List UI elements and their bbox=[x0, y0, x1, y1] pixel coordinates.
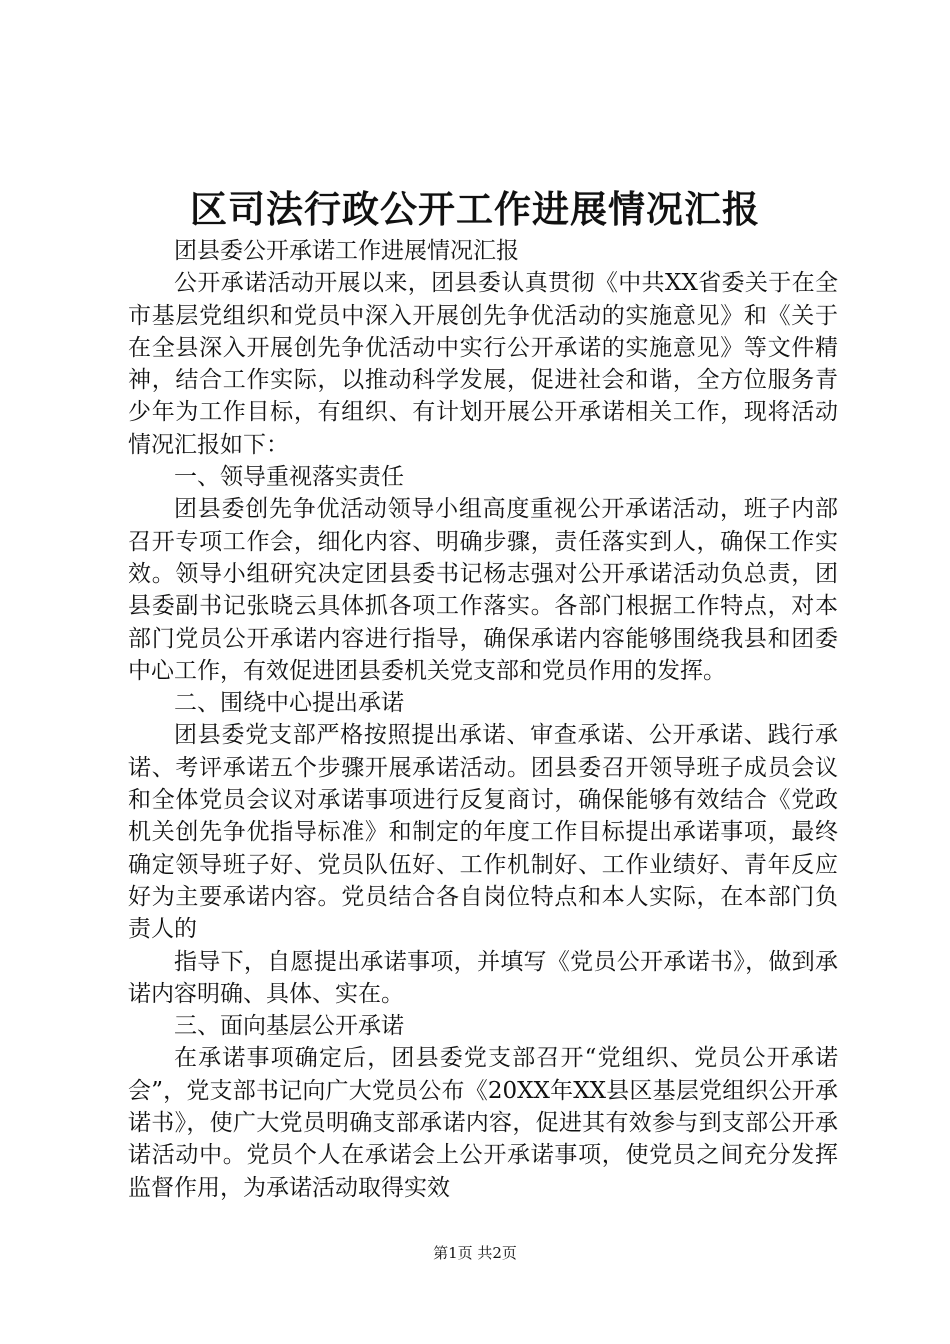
paragraph-intro: 公开承诺活动开展以来，团县委认真贯彻《中共XX省委关于在全市基层党组织和党员中深入开展创先争优活动的实施意见》和《关于在全县深入开展创先争优活动中实行公开承诺的实施意见》等文件精神，结合工作实际，以推动科学发展，促进社会和谐，全方位服务青少年为工作目标，有组织、有计划开展公开承诺相关工作，现将活动情况汇报如下： bbox=[128, 270, 838, 458]
section-heading-2: 二、围绕中心提出承诺 bbox=[174, 690, 404, 717]
paragraph-section-2-continued: 指导下，自愿提出承诺事项，并填写《党员公开承诺书》，做到承诺内容明确、具体、实在。 bbox=[128, 948, 838, 1007]
document-title: 区司法行政公开工作进展情况汇报 bbox=[190, 187, 760, 231]
page-number-footer: 第1页 共2页 bbox=[433, 1244, 517, 1262]
section-heading-1: 一、领导重视落实责任 bbox=[174, 464, 404, 491]
paragraph-section-3: 在承诺事项确定后，团县委党支部召开“党组织、党员公开承诺会”，党支部书记向广大党员公布《20XX年XX县区基层党组织公开承诺书》，使广大党员明确支部承诺内容，促进其有效参与到支部公开承诺活动中。党员个人在承诺会上公开承诺事项，使党员之间充分发挥监督作用，为承诺活动取得实效 bbox=[128, 1045, 838, 1201]
paragraph-section-1: 团县委创先争优活动领导小组高度重视公开承诺活动，班子内部召开专项工作会，细化内容、明确步骤，责任落实到人，确保工作实效。领导小组研究决定团县委书记杨志强对公开承诺活动负总责，团县委副书记张晓云具体抓各项工作落实。各部门根据工作特点，对本部门党员公开承诺内容进行指导，确保承诺内容能够围绕我县和团委中心工作，有效促进团县委机关党支部和党员作用的发挥。 bbox=[128, 496, 838, 684]
paragraph-section-2: 团县委党支部严格按照提出承诺、审查承诺、公开承诺、践行承诺、考评承诺五个步骤开展承诺活动。团县委召开领导班子成员会议和全体党员会议对承诺事项进行反复商讨，确保能够有效结合《党政机关创先争优指导标准》和制定的年度工作目标提出承诺事项，最终确定领导班子好、党员队伍好、工作机制好、工作业绩好、青年反应好为主要承诺内容。党员结合各自岗位特点和本人实际，在本部门负责人的 bbox=[128, 722, 838, 943]
section-heading-3: 三、面向基层公开承诺 bbox=[174, 1013, 404, 1040]
paragraph-subtitle: 团县委公开承诺工作进展情况汇报 bbox=[174, 238, 519, 264]
document-body bbox=[128, 235, 838, 1204]
